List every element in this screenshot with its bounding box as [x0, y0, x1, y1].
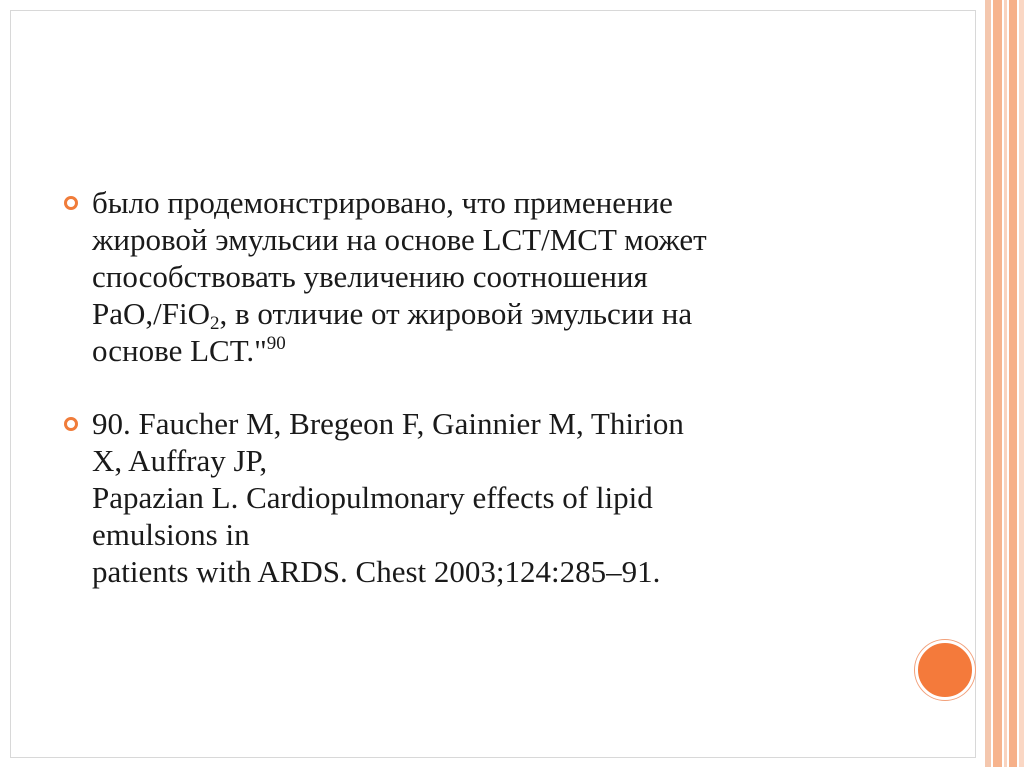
bullet-item-statement [62, 184, 862, 369]
decorative-stripe [1004, 0, 1007, 767]
citation-superscript: 90 [266, 333, 286, 354]
decorative-stripe [1019, 0, 1024, 767]
reference-line: Papazian L. Cardiopulmonary effects of lipid [92, 480, 653, 515]
reference-line: X, Auffray JP, [92, 443, 268, 478]
decorative-circle [915, 640, 975, 700]
bullet-ring-icon [64, 417, 78, 431]
ratio-text-continued: , в отличие от жировой эмульсии на [219, 296, 693, 331]
text-line-last [92, 332, 862, 369]
decorative-stripe [993, 0, 1002, 767]
reference-line: patients with ARDS. Chest 2003;124:285–91. [92, 554, 661, 589]
reference-line: emulsions in [92, 517, 250, 552]
ratio-text: PaO,/FiO [92, 296, 210, 331]
text-line: было продемонстрировано, что применение [92, 185, 673, 220]
bullet-list [62, 184, 862, 590]
text-line: способствовать увеличению соотношения [92, 259, 648, 294]
decorative-stripe [1009, 0, 1017, 767]
closing-text: основе LCT." [92, 333, 267, 368]
reference-line: 90. Faucher M, Bregeon F, Gainnier M, Thirion [92, 406, 684, 441]
text-line: жировой эмульсии на основе LCT/MCT может [92, 222, 707, 257]
bullet-ring-icon [64, 196, 78, 210]
ratio-line [92, 295, 862, 332]
subscript: 2 [210, 313, 220, 334]
bullet-item-reference [62, 405, 862, 590]
decorative-stripe [985, 0, 991, 767]
